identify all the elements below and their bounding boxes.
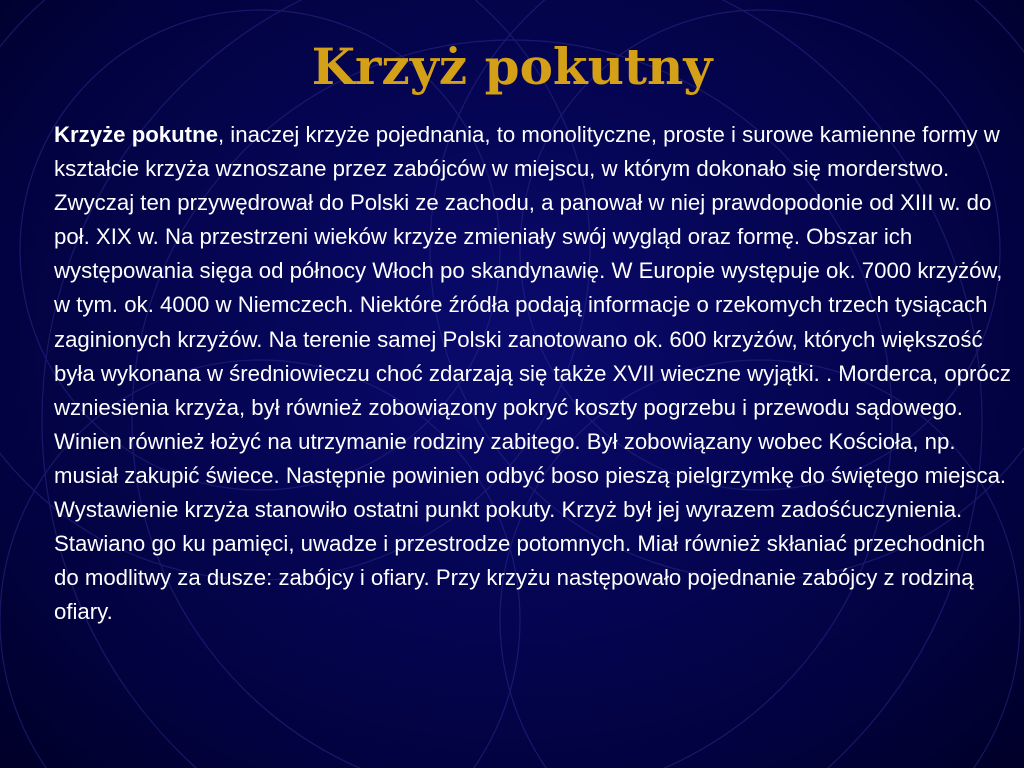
- slide-body-text: [54, 118, 1014, 629]
- slide-title: Krzyż pokutny: [311, 37, 713, 96]
- body-paragraph: , inaczej krzyże pojednania, to monolityczne, proste i surowe kamienne formy w kształcie krzyża wznoszane przez zabójców w miejscu, w którym dokonało się morderstwo. Zwyczaj ten przywędrował do Polski ze zachodu, a panował w niej prawdopodonie od XIII w. do poł. XIX w. Na przestrzeni wieków krzyże zmieniały swój wygląd oraz formę. Obszar ich występowania sięga od północy Włoch po skandynawię. W Europie występuje ok. 7000 krzyżów, w tym. ok. 4000 w Niemczech. Niektóre źródła podają informacje o rzekomych trzech tysiącach zaginionych krzyżów. Na terenie samej Polski zanotowano ok. 600 krzyżów, których większość była wykonana w średniowieczu choć zdarzają się także XVII wieczne wyjątki. . Morderca, oprócz wzniesienia krzyża, był również zobowiązony pokryć koszty pogrzebu i przewodu sądowego. Winien również łożyć na utrzymanie rodziny zabitego. Był zobowiązany wobec Kościoła, np. musiał zakupić świece. Następnie powinien odbyć boso pieszą pielgrzymkę do świętego miejsca. Wystawienie krzyża stanowiło ostatni punkt pokuty. Krzyż był jej wyrazem zadośćuczynienia. Stawiano go ku pamięci, uwadze i przestrodze potomnych. Miał również skłaniać przechodnich do modlitwy za dusze: zabójcy i ofiary. Przy krzyżu następowało pojednanie zabójcy z rodziną ofiary.: [54, 122, 1011, 625]
- term-bold: Krzyże pokutne: [54, 122, 218, 147]
